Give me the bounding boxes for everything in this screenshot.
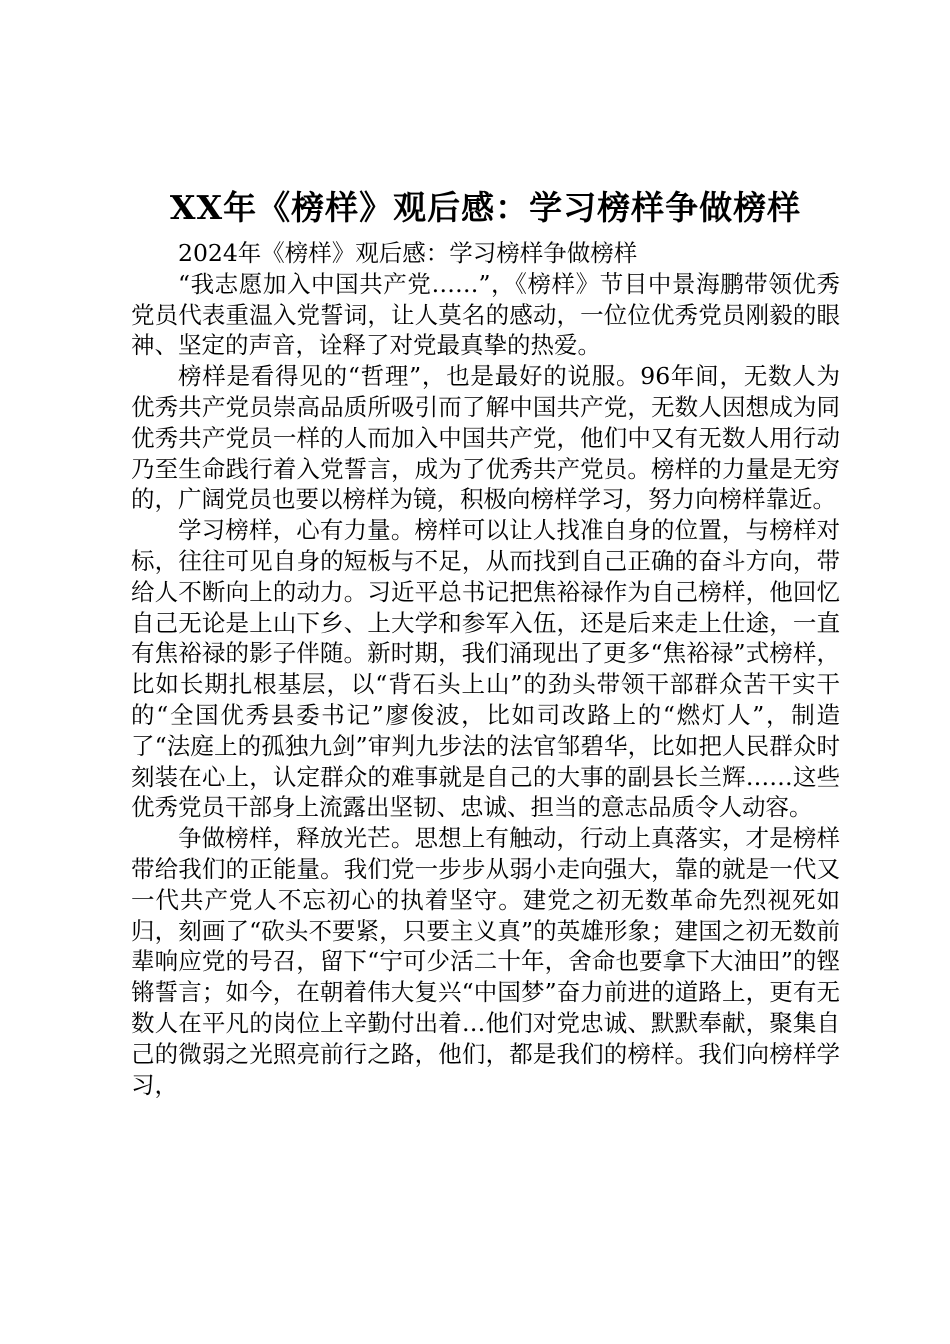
paragraph-role-model-philosophy: 榜样是看得见的“哲理”，也是最好的说服。96年间，无数人为优秀共产党员崇高品质所吸引而了解中国共产党，无数人因想成为同优秀共产党员一样的人而加入中国共产党，他们中又有无数人用行动乃至生命践行着入党誓言，成为了优秀共产党员。榜样的力量是无穷的，广阔党员也要以榜样为镜，积极向榜样学习，努力向榜样靠近。 [131, 362, 840, 514]
paragraph-learn-from-models: 学习榜样，心有力量。榜样可以让人找准自身的位置，与榜样对标，往往可见自身的短板与不足，从而找到自己正确的奋斗方向，带给人不断向上的动力。习近平总书记把焦裕禄作为自己榜样，他回忆自己无论是上山下乡、上大学和参军入伍，还是后来走上仕途，一直有焦裕禄的影子伴随。新时期，我们涌现出了更多“焦裕禄”式榜样，比如长期扎根基层，以“背石头上山”的劲头带领干部群众苦干实干的“全国优秀县委书记”廖俊波，比如司改路上的“燃灯人”，制造了“法庭上的孤独九剑”审判九步法的法官邹碧华，比如把人民群众时刻装在心上，认定群众的难事就是自己的大事的副县长兰辉……这些优秀党员干部身上流露出坚韧、忠诚、担当的意志品质令人动容。 [131, 516, 840, 822]
document-page [131, 186, 840, 1100]
document-title: XX年《榜样》观后感：学习榜样争做榜样 [169, 188, 802, 227]
paragraph-become-models: 争做榜样，释放光芒。思想上有触动，行动上真落实，才是榜样带给我们的正能量。我们党一步步从弱小走向强大，靠的就是一代又一代共产党人不忘初心的执着坚守。建党之初无数革命先烈视死如归，刻画了“砍头不要紧，只要主义真”的英雄形象；建国之初无数前辈响应党的号召，留下“宁可少活二十年，舍命也要拿下大油田”的铿锵誓言；如今，在朝着伟大复兴“中国梦”奋力前进的道路上，更有无数人在平凡的岗位上辛勤付出着…他们对党忠诚、默默奉献，聚集自己的微弱之光照亮前行之路，他们，都是我们的榜样。我们向榜样学习， [131, 824, 840, 1099]
paragraph-subtitle: 2024年《榜样》观后感：学习榜样争做榜样 [178, 239, 638, 267]
paragraph-oath: “我志愿加入中国共产党……”，《榜样》节目中景海鹏带领优秀党员代表重温入党誓词，让人莫名的感动，一位位优秀党员刚毅的眼神、坚定的声音，诠释了对党最真挚的热爱。 [131, 269, 840, 360]
